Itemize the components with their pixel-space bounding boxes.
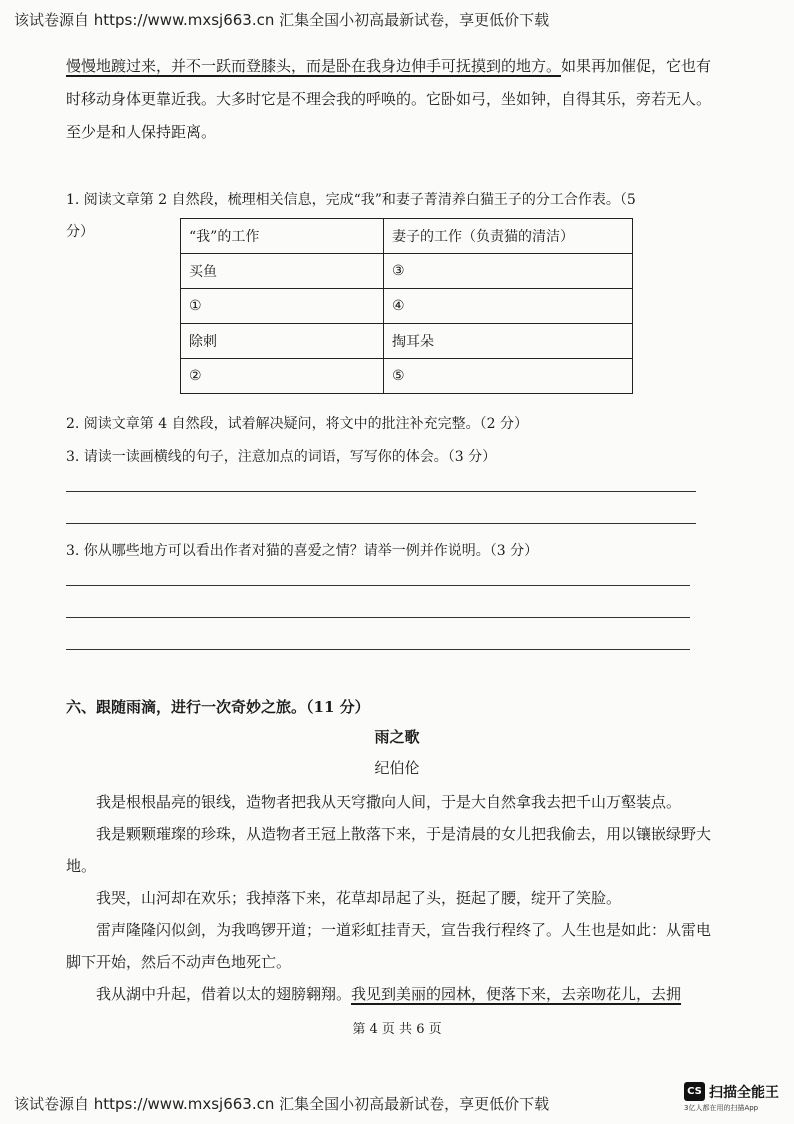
table-header: “我”的工作 [181,219,384,254]
answer-line[interactable] [66,491,696,492]
poem-body [66,786,712,1010]
answer-line[interactable] [66,585,690,586]
scanner-logo [684,1080,788,1116]
table-row [181,254,633,289]
table-cell: ④ [384,289,633,324]
table-header: 妻子的工作（负责猫的清洁） [384,219,633,254]
answer-line[interactable] [66,523,696,524]
table-row [181,289,633,324]
question-2-text: 2. 阅读文章第 4 自然段，试着解决疑问，将文中的批注补充完整。（2 分） [66,416,528,432]
top-watermark: 该试卷源自 https://www.mxsj663.cn 汇集全国小初高最新试卷，享更低价下载 [14,11,550,29]
underlined-sentence: 我见到美丽的园林，便落下来，去亲吻花儿，去拥 [351,985,682,1003]
table-cell: 除刺 [181,324,384,359]
table-cell: ⑤ [384,359,633,394]
poem-title: 雨之歌 [374,728,420,746]
underlined-sentence: 慢慢地踱过来，并不一跃而登膝头，而是卧在我身边伸手可抚摸到的地方。 [66,57,562,75]
question-4-text: 3. 你从哪些地方可以看出作者对猫的喜爱之情？请举一例并作说明。（3 分） [66,543,539,559]
scanner-name: 扫描全能王 [709,1085,779,1101]
question-1-text-cont: 分） [66,224,94,240]
question-1-text: 1. 阅读文章第 2 自然段，梳理相关信息，完成“我”和妻子菁清养白猫王子的分工合作表。（5 [66,192,636,208]
answer-line[interactable] [66,649,690,650]
passage-text: 如果再加催促，它也有时移动身体更靠近我。大多时它是不理会我的呼唤的。它卧如弓，坐如钟，自得其乐，旁若无人。至少是和人保持距离。 [66,57,712,141]
poem-paragraph: 我是根根晶亮的银线，造物者把我从天穹撒向人间，于是大自然拿我去把千山万壑装点。 [96,793,682,811]
table-cell: ② [181,359,384,394]
camscanner-icon: CS [684,1082,705,1101]
poem-author: 纪伯伦 [374,759,420,777]
question-3-text: 3. 请读一读画横线的句子，注意加点的词语，写写你的体会。（3 分） [66,449,497,465]
bottom-watermark: 该试卷源自 https://www.mxsj663.cn 汇集全国小初高最新试卷，享更低价下载 [14,1095,550,1113]
scanner-tagline: 3亿人都在用的扫描App [684,1104,759,1112]
poem-paragraph: 我哭，山河却在欢乐；我掉落下来，花草却昂起了头，挺起了腰，绽开了笑脸。 [96,889,622,907]
table-cell: ① [181,289,384,324]
poem-paragraph [66,978,712,1010]
poem-paragraph: 雷声隆隆闪似剑，为我鸣锣开道；一道彩虹挂青天，宣告我行程终了。人生也是如此：从雷电脚下开始，然后不动声色地死亡。 [66,921,712,971]
table-cell: 掏耳朵 [384,324,633,359]
table-cell: 买鱼 [181,254,384,289]
poem-text: 我从湖中升起，借着以太的翅膀翱翔。 [96,985,352,1003]
page-number: 第 4 页 共 6 页 [352,1022,442,1037]
division-of-labor-table [180,218,633,394]
section-6-heading: 六、跟随雨滴，进行一次奇妙之旅。（11 分） [66,698,370,716]
table-row [181,359,633,394]
table-cell: ③ [384,254,633,289]
table-header-row [181,219,633,254]
answer-line[interactable] [66,617,690,618]
passage-ending [66,50,712,149]
poem-paragraph: 我是颗颗璀璨的珍珠，从造物者王冠上散落下来，于是清晨的女儿把我偷去，用以镶嵌绿野大地。 [66,825,712,875]
table-row [181,324,633,359]
